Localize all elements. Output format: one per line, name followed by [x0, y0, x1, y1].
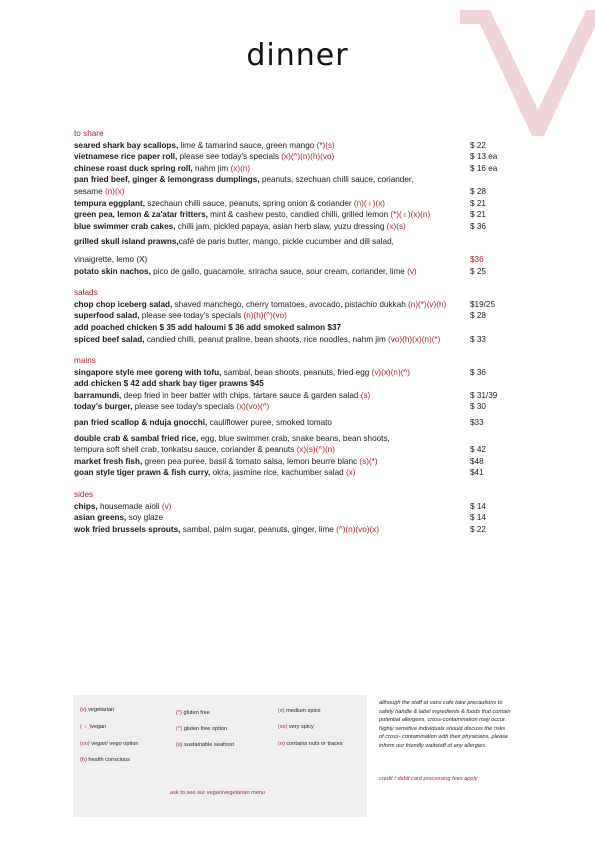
menu-item — [74, 198, 524, 210]
legend-entry — [80, 741, 138, 747]
menu-item-desc: sambal, bean shoots, peanuts, fried egg — [221, 367, 372, 377]
legend-key: (x) — [278, 708, 285, 714]
menu-item-desc: deep fried in beer batter with chips, tartare sauce & garden salad — [121, 390, 361, 400]
legend-entry — [278, 708, 321, 714]
menu-item-price: $ 30 — [470, 402, 486, 412]
menu-item-name: chop chop iceberg salad, — [74, 299, 173, 309]
menu-item — [74, 299, 524, 311]
menu-item-price: $ 42 — [470, 445, 486, 455]
menu-item — [74, 512, 524, 524]
menu-item-price — [470, 433, 524, 445]
dietary-codes: (*)(♁)(x)(n) — [390, 210, 431, 220]
legend-key: (*) — [176, 710, 182, 716]
menu-item-description-line — [74, 299, 470, 311]
menu-item-description-line — [74, 198, 470, 210]
legend-key: (n) — [278, 741, 285, 747]
menu-item-name: green pea, lemon & za'atar fritters, — [74, 210, 208, 220]
menu-item-name: grilled skull island prawns, — [74, 237, 179, 247]
menu-item — [74, 209, 524, 221]
menu-item-description-line — [74, 140, 470, 152]
menu-item-description-line — [74, 310, 470, 322]
menu-item-desc: green pea puree, basil & tomato salsa, lemon beurre blanc — [142, 456, 360, 466]
menu-item-desc: peanuts, szechuan chilli sauce, coriander, — [259, 175, 414, 185]
menu-item-name: superfood salad, — [74, 311, 140, 321]
legend-label: gluten free — [181, 710, 210, 716]
section-heading: salads — [74, 288, 98, 298]
menu-item-name: market fresh fish, — [74, 456, 143, 466]
menu-item-name: today's burger, — [74, 402, 133, 412]
legend-label: very spicy — [287, 724, 314, 730]
menu-item-price: $ 36 — [470, 221, 486, 231]
legend-key: (xx) — [278, 724, 288, 730]
menu-item-description-line — [74, 456, 470, 468]
menu-item-description-line — [74, 467, 470, 479]
menu-list — [74, 128, 524, 535]
menu-item — [74, 467, 524, 479]
menu-item-price: $48 — [470, 456, 484, 466]
menu-item-price: $ 36 — [470, 367, 486, 377]
menu-item — [74, 254, 524, 266]
menu-item-description-line — [74, 512, 470, 524]
menu-item-name: seared shark bay scallops, — [74, 140, 179, 150]
menu-item-price: $ 31/39 — [470, 390, 498, 400]
legend-entry — [278, 741, 343, 747]
menu-item-description-line — [74, 417, 470, 429]
menu-item-name: vietnamese rice paper roll, — [74, 152, 178, 162]
dietary-codes: (s)(*) — [359, 456, 378, 466]
menu-item-name: pan fried scallop & nduja gnocchi, — [74, 418, 208, 428]
dietary-codes: (n)(x) — [104, 186, 125, 196]
legend-label: vegan/ vego option — [89, 741, 139, 747]
menu-item — [74, 334, 524, 346]
menu-item — [74, 501, 524, 513]
menu-item-name: potato skin nachos, — [74, 266, 151, 276]
legend-entry — [80, 707, 114, 713]
legend-entry — [176, 710, 210, 716]
menu-item-name: goan style tiger prawn & fish curry, — [74, 468, 211, 478]
section-heading: to share — [74, 129, 104, 138]
menu-item-name: add chicken $ 42 add shark bay tiger prawns $45 — [74, 379, 264, 389]
menu-item-description-line — [74, 334, 470, 346]
menu-item-description-line — [74, 524, 470, 536]
menu-item — [74, 174, 524, 186]
menu-item — [74, 401, 524, 413]
menu-item-description-line — [74, 322, 470, 334]
menu-item-price: $ 22 — [470, 524, 486, 534]
legend-entry — [80, 757, 130, 763]
menu-item-price: $19/25 — [470, 299, 496, 309]
allergen-note-line: safely handle & label ingredients & foods that contain — [379, 708, 511, 715]
menu-item-price — [470, 322, 524, 334]
menu-item-name: tempura eggplant, — [74, 198, 145, 208]
menu-item-description-line — [74, 390, 470, 402]
menu-item-description-line — [74, 209, 470, 221]
menu-item-name: spiced beef salad, — [74, 334, 145, 344]
menu-item-price: $ 28 — [470, 311, 486, 321]
menu-item-description-line — [74, 174, 470, 186]
menu-item-description-line — [74, 151, 470, 163]
dietary-codes: (v) — [161, 501, 172, 511]
dietary-codes: (x)(^)(n)(h)(vo) — [281, 152, 335, 162]
menu-item-description-line — [74, 236, 470, 248]
menu-item-desc: okra, jasmine rice, kachumber salad — [210, 468, 346, 478]
dietary-codes: (x)(n) — [230, 163, 251, 173]
menu-item-price: $ 13 ea — [470, 152, 498, 162]
allergen-note-line: highly sensitive individuals should discuss the risks — [379, 725, 506, 732]
menu-item-desc: housemade aioli — [97, 501, 162, 511]
menu-item-description-line — [74, 444, 470, 456]
menu-item-price: $ 14 — [470, 513, 486, 523]
menu-item — [74, 140, 524, 152]
legend-label: vegetarian — [86, 707, 115, 713]
menu-item — [74, 266, 524, 278]
page-title: dinner — [246, 38, 349, 73]
menu-item-price — [470, 174, 524, 186]
legend-key: (v) — [80, 707, 87, 713]
legend-key: (vo) — [80, 741, 90, 747]
menu-item-price: $ 21 — [470, 210, 486, 220]
menu-item-name: double crab & sambal fried rice, — [74, 433, 199, 443]
dietary-codes: (n)(*)(v)(h) — [408, 299, 447, 309]
dietary-codes: (x) — [345, 468, 356, 478]
dietary-codes: (v) — [407, 266, 417, 276]
menu-item-price: $ 25 — [470, 266, 486, 276]
menu-item — [74, 444, 524, 456]
menu-item-desc: please see today's specials — [139, 311, 244, 321]
menu-item-desc: pico de gallo, guacamole, sriracha sauce, sour cream, coriander, lime — [150, 266, 408, 276]
legend-label: sustainable seafood — [182, 742, 234, 748]
menu-item-price: $41 — [470, 468, 484, 478]
allergen-note-line: inform our friendly waitstaff of any allergies. — [379, 742, 487, 749]
menu-item-price: $36 — [470, 254, 484, 264]
menu-item-description-line — [74, 401, 470, 413]
menu-item-price: $ 33 — [470, 334, 486, 344]
allergen-note-line: of cross- contamination with their physicians, please — [379, 734, 509, 741]
menu-item-description-line — [74, 163, 470, 175]
menu-item-desc: szechaun chilli sauce, peanuts, spring onion & coriander — [144, 198, 354, 208]
menu-item-price: $ 22 — [470, 140, 486, 150]
menu-item — [74, 390, 524, 402]
legend-key: (^) — [176, 726, 183, 732]
menu-item-desc: egg, blue swimmer crab, snake beans, bean shoots, — [198, 433, 390, 443]
menu-item — [74, 236, 524, 248]
legend-label: gluten free option — [182, 726, 228, 732]
menu-item-description-line — [74, 501, 470, 513]
menu-item-description-line — [74, 433, 470, 445]
menu-item-desc: chilli jam, pickled papaya, asian herb slaw, yuzu dressing — [175, 221, 387, 231]
menu-item — [74, 433, 524, 445]
legend-entry — [176, 742, 234, 748]
menu-item-desc: sesame — [74, 186, 105, 196]
menu-item-name: wok fried brussels sprouts, — [74, 524, 181, 534]
allergen-note-line: although the staff at vans cafe take precautions to — [379, 700, 503, 706]
vegan-menu-note: ask to see our vegan/vegetarian menu — [170, 790, 266, 796]
menu-item-desc: cauliflower puree, smoked tomato — [207, 418, 332, 428]
menu-item-price: $ 21 — [470, 198, 486, 208]
menu-item-desc: lime & tamarind sauce, green mango — [178, 140, 317, 150]
dietary-codes: (^)(n)(vo)(x) — [336, 524, 380, 534]
menu-item-name: singapore style mee goreng with tofu, — [74, 367, 222, 377]
menu-item-description-line — [74, 378, 470, 390]
menu-item-name: asian greens, — [74, 513, 127, 523]
menu-item-price — [470, 378, 524, 390]
dietary-codes: (s) — [360, 390, 371, 400]
legend-key: ( ♁ ) — [80, 724, 92, 730]
menu-item-desc: sambal, palm sugar, peanuts, ginger, lime — [180, 524, 337, 534]
menu-item — [74, 163, 524, 175]
menu-item — [74, 417, 524, 429]
menu-item-description-line — [74, 266, 470, 278]
legend-label: vegan — [91, 724, 107, 730]
menu-item-desc: nahm jim — [192, 163, 231, 173]
legend-label: health conscious — [86, 757, 131, 763]
dietary-codes: (x)(vo)(^) — [236, 402, 270, 412]
menu-item-price: $ 28 — [470, 186, 486, 196]
dietary-codes: (*)(s) — [316, 140, 335, 150]
dietary-codes: (v)(x)(n)(^) — [371, 367, 411, 377]
menu-item-desc: mint & cashew pesto, candied chilli, grilled lemon — [207, 210, 391, 220]
allergen-note — [379, 699, 549, 751]
legend-entry — [80, 724, 106, 730]
menu-item — [74, 322, 524, 334]
dietary-codes: (vo)(h)(x)(n)(*) — [388, 334, 441, 344]
dietary-codes: (x)(s) — [386, 221, 406, 231]
card-fee-note: credit / debit card processing fees apply — [379, 776, 478, 782]
menu-item-description-line — [74, 367, 470, 379]
menu-item-price — [470, 236, 524, 248]
menu-item — [74, 378, 524, 390]
dietary-codes: (x)(s)(^)(n) — [296, 445, 335, 455]
menu-item-description-line — [74, 221, 470, 233]
menu-item — [74, 456, 524, 468]
menu-item-desc: tempura soft shell crab, tonkatsu sauce, coriander & peanuts — [74, 445, 297, 455]
legend-key: (s) — [176, 742, 183, 748]
menu-item-desc: please see today's specials — [132, 402, 237, 412]
legend-entry — [176, 726, 227, 732]
menu-item — [74, 221, 524, 233]
menu-item — [74, 151, 524, 163]
menu-item — [74, 310, 524, 322]
menu-item-name: blue swimmer crab cakes, — [74, 221, 176, 231]
legend-label: medium spice — [284, 708, 321, 714]
menu-item-description-line — [74, 254, 470, 266]
dietary-codes: (n)(h)(^)(vo) — [243, 311, 287, 321]
menu-item-desc: please see today's specials — [177, 152, 282, 162]
menu-item-desc: soy glaze — [126, 513, 164, 523]
menu-item-name: pan fried beef, ginger & lemongrass dumplings, — [74, 175, 260, 185]
legend-entry — [278, 724, 314, 730]
menu-item — [74, 524, 524, 536]
menu-item-name: add poached chicken $ 35 add haloumi $ 36 add smoked salmon $37 — [74, 322, 342, 332]
menu-item-price: $ 14 — [470, 501, 486, 511]
menu-item-description-line — [74, 186, 470, 198]
dietary-codes: (n)(♁)(x) — [353, 198, 386, 208]
menu-item-name: barramundi, — [74, 390, 122, 400]
legend-key: (h) — [80, 757, 87, 763]
menu-item-desc: vinaigrette, lemo (X) — [74, 254, 148, 264]
legend-panel — [73, 695, 367, 817]
menu-item-name: chinese roast duck spring roll, — [74, 163, 193, 173]
menu-item-name: chips, — [74, 501, 98, 511]
section-heading: mains — [74, 356, 96, 366]
section-heading: sides — [74, 490, 94, 500]
menu-item-price: $33 — [470, 418, 484, 428]
menu-item-price: $ 16 ea — [470, 163, 498, 173]
menu-item-desc: café de paris butter, mango, pickle cucumber and dill salad, — [178, 237, 394, 247]
menu-item-desc: shaved manchego, cherry tomatoes, avocado, pistachio dukkah — [172, 299, 409, 309]
legend-label: contains nuts or traces — [284, 741, 343, 747]
menu-item — [74, 367, 524, 379]
allergen-note-line: potential allergens, cross-contamination may occur. — [379, 717, 507, 724]
menu-item-desc: candied chilli, peanut praline, bean shoots, rice noodles, nahm jim — [144, 334, 389, 344]
menu-item — [74, 186, 524, 198]
